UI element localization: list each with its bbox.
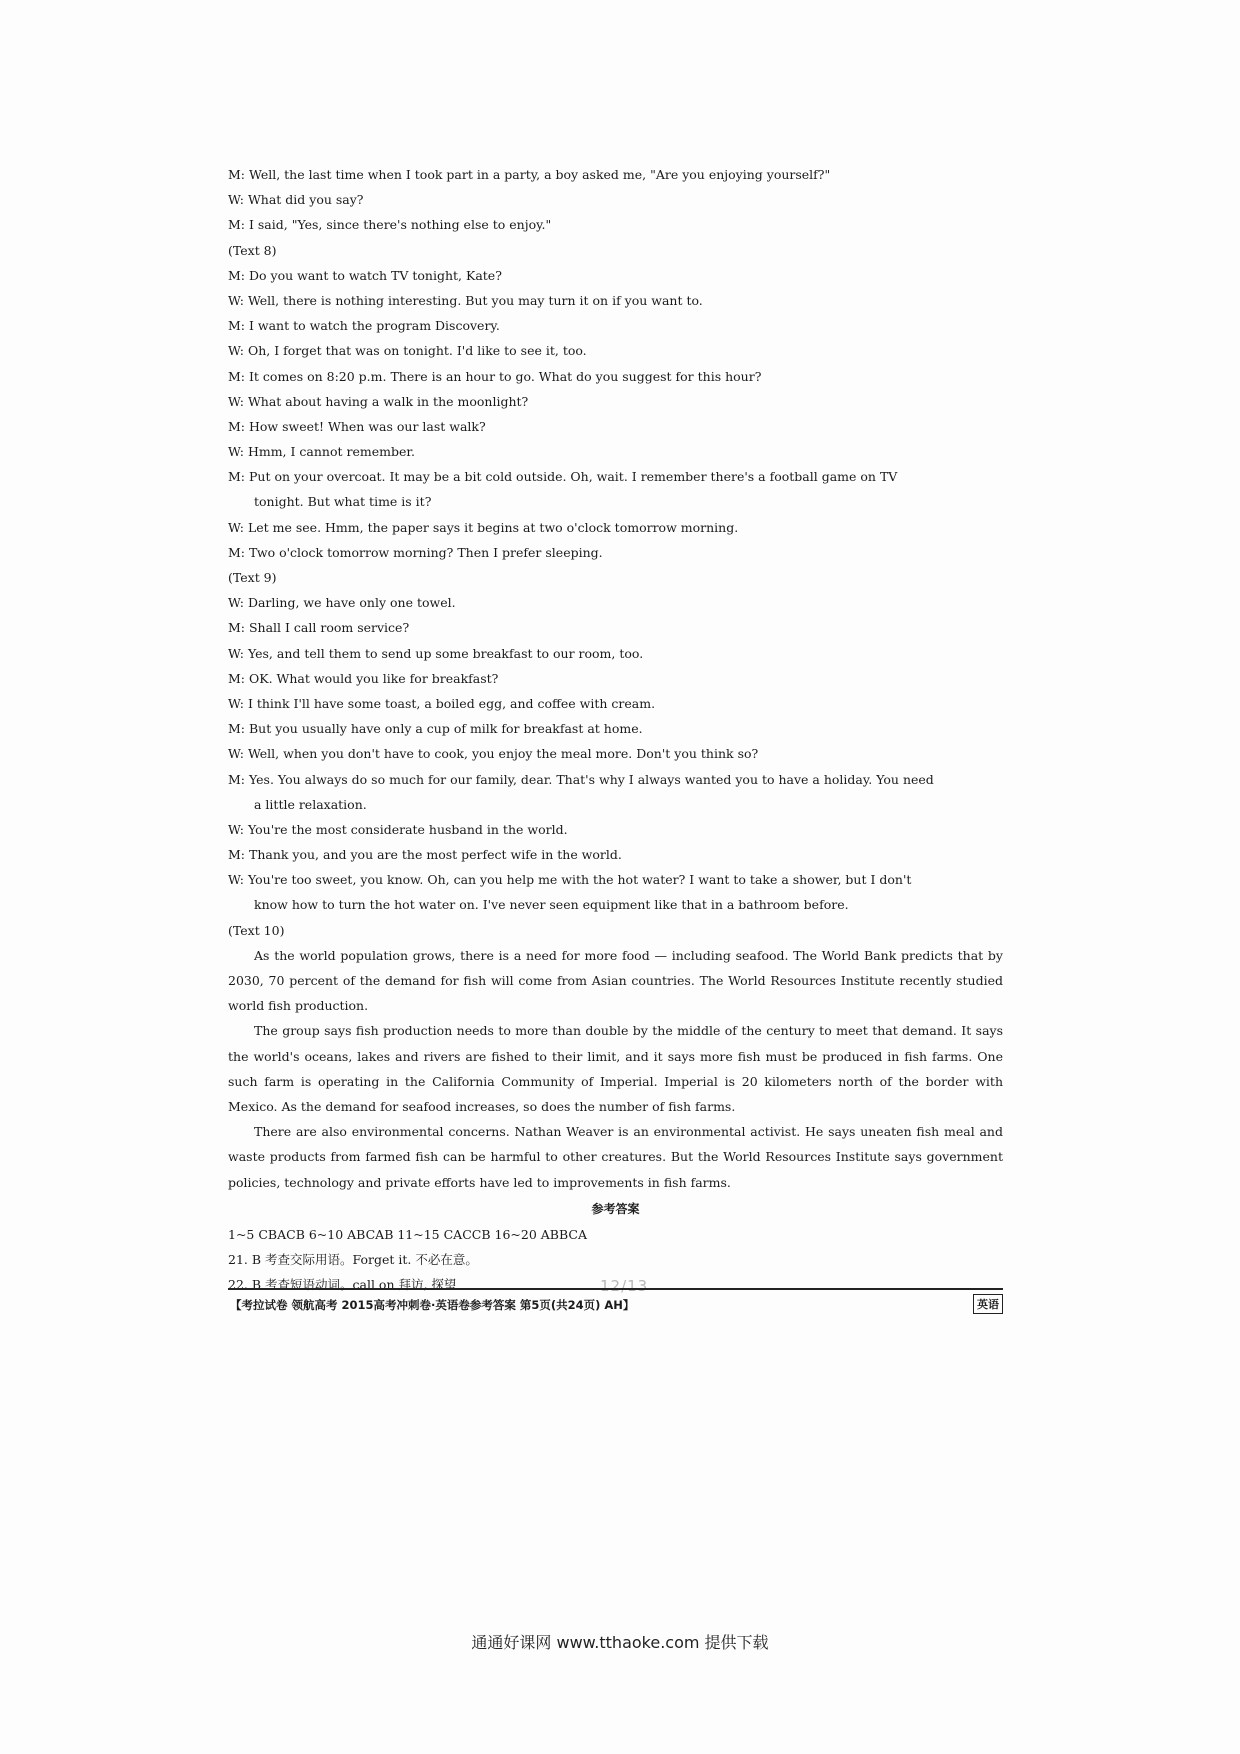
dialogue-line: W: Darling, we have only one towel. bbox=[228, 595, 456, 611]
text8-label: (Text 8) bbox=[228, 242, 277, 258]
dialogue-line: W: I think I'll have some toast, a boiled egg, and coffee with cream. bbox=[228, 695, 656, 711]
dialogue-line: M: Do you want to watch TV tonight, Kate? bbox=[228, 267, 502, 283]
dialogue-line: W: What did you say? bbox=[228, 192, 364, 208]
text10-paragraph: As the world population grows, there is a need for more food — including seafood. The World Bank predicts that by 2030, 70 percent of the demand for fish will come from Asian countries. The World Resources Institute recently studied world fish production. bbox=[228, 947, 1003, 1014]
footer-text: 【考拉试卷 领航高考 2015高考冲刺卷·英语卷参考答案 第5页(共24页) AH】 bbox=[230, 1298, 635, 1312]
dialogue-line: M: How sweet! When was our last walk? bbox=[228, 418, 486, 434]
answer-item: 21. B 考查交际用语。Forget it. 不必在意。 bbox=[228, 1252, 478, 1268]
download-credit: 通通好课网 www.tthaoke.com 提供下载 bbox=[471, 1633, 769, 1652]
dialogue-line: M: Shall I call room service? bbox=[228, 620, 410, 636]
dialogue-line: M: OK. What would you like for breakfast? bbox=[228, 670, 499, 686]
subject-box: 英语 bbox=[973, 1294, 1003, 1314]
dialogue-line: W: Hmm, I cannot remember. bbox=[228, 444, 415, 460]
dialogue-line: W: You're the most considerate husband in the world. bbox=[228, 821, 568, 837]
text9-label: (Text 9) bbox=[228, 570, 277, 585]
answer-keys: 1~5 CBACB 6~10 ABCAB 11~15 CACCB 16~20 ABBCA bbox=[228, 1227, 587, 1243]
dialogue-line-continued: know how to turn the hot water on. I've never seen equipment like that in a bathroom before. bbox=[254, 897, 849, 913]
dialogue-line: W: You're too sweet, you know. Oh, can you help me with the hot water? I want to take a shower, but I don't bbox=[228, 872, 912, 888]
document-body bbox=[228, 162, 1003, 1298]
page-number-watermark: 12/13 bbox=[600, 1277, 649, 1295]
dialogue-line: M: Yes. You always do so much for our family, dear. That's why I always wanted you to have a holiday. You need bbox=[228, 771, 934, 787]
dialogue-line: M: It comes on 8:20 p.m. There is an hour to go. What do you suggest for this hour? bbox=[228, 368, 762, 384]
dialogue-line: M: But you usually have only a cup of milk for breakfast at home. bbox=[228, 721, 643, 737]
text10-paragraph: There are also environmental concerns. Nathan Weaver is an environmental activist. He says uneaten fish meal and waste products from farmed fish can be harmful to other creatures. But the World Resources Institute says government policies, technology and private efforts have led to improvements in fish farms. bbox=[228, 1124, 1003, 1190]
answer-item: 22. B 考查短语动词。call on 拜访, 探望 bbox=[228, 1277, 457, 1293]
answers-title: 参考答案 bbox=[591, 1201, 640, 1216]
dialogue-line: W: Let me see. Hmm, the paper says it begins at two o'clock tomorrow morning. bbox=[228, 519, 739, 535]
dialogue-line: W: Yes, and tell them to send up some breakfast to our room, too. bbox=[228, 645, 644, 661]
dialogue-line: M: I said, "Yes, since there's nothing else to enjoy." bbox=[228, 217, 552, 233]
dialogue-line: W: Well, when you don't have to cook, you enjoy the meal more. Don't you think so? bbox=[228, 746, 759, 762]
dialogue-line: M: Two o'clock tomorrow morning? Then I prefer sleeping. bbox=[228, 544, 603, 560]
dialogue-line: W: Oh, I forget that was on tonight. I'd like to see it, too. bbox=[228, 343, 587, 359]
dialogue-line-continued: tonight. But what time is it? bbox=[254, 494, 432, 510]
dialogue-line: W: Well, there is nothing interesting. But you may turn it on if you want to. bbox=[228, 292, 703, 308]
dialogue-line: M: I want to watch the program Discovery. bbox=[228, 318, 500, 334]
text10-label: (Text 10) bbox=[228, 922, 285, 938]
dialogue-line: M: Put on your overcoat. It may be a bit cold outside. Oh, wait. I remember there's a football game on TV bbox=[228, 469, 898, 485]
dialogue-line: W: What about having a walk in the moonlight? bbox=[228, 393, 529, 409]
dialogue-line: M: Thank you, and you are the most perfect wife in the world. bbox=[228, 847, 622, 863]
text10-paragraph: The group says fish production needs to more than double by the middle of the century to meet that demand. It says the world's oceans, lakes and rivers are fished to their limit, and it says more fish must be produced in fish farms. One such farm is operating in the California Community of Imperial. Imperial is 20 kilometers north of the border with Mexico. As the demand for seafood increases, so does the number of fish farms. bbox=[228, 1023, 1003, 1115]
dialogue-line: M: Well, the last time when I took part in a party, a boy asked me, "Are you enjoying yourself?" bbox=[228, 167, 831, 182]
page-footer bbox=[228, 1288, 1003, 1320]
dialogue-line-continued: a little relaxation. bbox=[254, 796, 367, 812]
